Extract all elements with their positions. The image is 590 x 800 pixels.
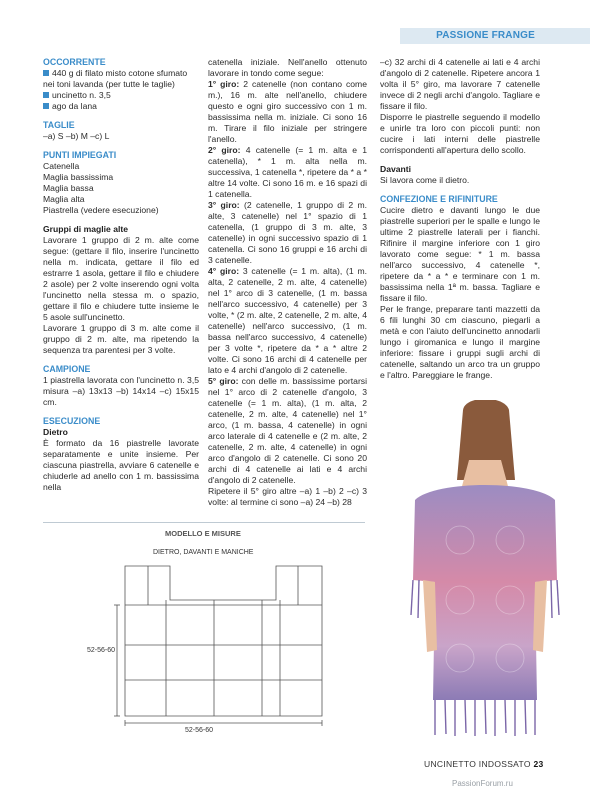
gruppi-paragraph: Lavorare 1 gruppo di 2 m. alte come segue: (gettare il filo, inserire l'uncinetto nella m. indicata, gettare il filo ed estrarre 1 asola, gettare il filo e chiudere 2 asole) per 2 volte inserendo ogni volta l'uncinetto nella stessa m. o spazio, gettare il filo e chiudere tutte insieme le 5 asole sull'uncinetto. xyxy=(43,235,199,322)
page-number: 23 xyxy=(533,759,544,769)
taglie-heading: TAGLIE xyxy=(43,120,75,130)
bottom-measure-label: 52-56-60 xyxy=(185,727,214,734)
continuation-text: –c) 32 archi di 4 catenelle ai lati e 4 archi d'angolo di 2 catenelle. Ripetere ancora 1 volta il 5° giro, ma lavorare 7 catenelle invece di 2 negli archi d'angolo. Tagliare e fissare il filo. xyxy=(380,57,540,111)
watermark: PassionForum.ru xyxy=(452,779,513,788)
outro-text: Ripetere il 5° giro altre –a) 1 –b) 2 –c) 3 volte: al termine ci sono –a) 24 –b) 28 xyxy=(208,486,367,507)
giro-paragraph: 1° giro: 2 catenelle (non contano come m.), 16 m. alte nell'anello, chiudere questo e ogni giro successivo con 1 m. bassissima nella m. iniziale. Ci sono 16 m. Tirare il filo iniziale per stringere l'anello. xyxy=(208,79,367,144)
punti-item: Maglia alta xyxy=(43,194,85,204)
skin xyxy=(533,580,547,652)
punti-item: Piastrella (vedere esecuzione) xyxy=(43,205,159,215)
giro-paragraph: 5° giro: con delle m. bassissime portarsi nel 1° arco di 2 catenelle d'angolo, 3 catenelle (= 1 m. alta), (1 m. alta, 2 catenelle, 2 m. alte, 4 catenelle) nel 1° arco, (1 m. bassa, 4 catenelle) in ogni arco laterale di 4 catenelle e (2 m. alte, 2 catenelle, 2 m. alte, 4 catenelle) in ogni arco d'angolo di 2 catenelle. Ci sono 20 archi di 4 catenelle ai lati e 4 archi d'angolo di 2 catenelle. xyxy=(208,376,368,485)
campione-text: 1 piastrella lavorata con l'uncinetto n. 3,5 misura –a) 13x13 –b) 14x14 –c) 15x15 cm. xyxy=(43,375,199,407)
giro-paragraph: 2° giro: 4 catenelle (= 1 m. alta e 1 catenella), * 1 m. alta nella m. successiva, 1 catenella *, ripetere da * a * altre 14 volte. Ci sono 16 m. e 16 spazi di 1 catenella. xyxy=(208,145,368,199)
dietro-text: È formato da 16 piastrelle lavorate separatamente e unite insieme. Per ciascuna piastrella, avviare 6 catenelle e chiuderle ad anello con 1 m. bassissima nella xyxy=(43,438,199,492)
gruppi-heading: Gruppi di maglie alte xyxy=(43,224,128,234)
davanti-text: Si lavora come il dietro. xyxy=(380,175,470,185)
skin xyxy=(423,580,437,652)
punti-item: Maglia bassissima xyxy=(43,172,114,182)
magazine-name: UNCINETTO INDOSSATO xyxy=(424,759,531,769)
punti-heading: PUNTI IMPIEGATI xyxy=(43,150,117,160)
intro-text: catenella iniziale. Nell'anello ottenuto lavorare in tondo come segue: xyxy=(208,57,367,78)
punti-item: Maglia bassa xyxy=(43,183,94,193)
gruppi-paragraph: Lavorare 1 gruppo di 3 m. alte come il gruppo di 2 m. alte, ma ripetendo la sequenza tra parentesi per 3 volte. xyxy=(43,323,199,355)
esecuzione-heading: ESECUZIONE xyxy=(43,416,101,426)
model-photo xyxy=(405,400,565,740)
assembly-text: Disporre le piastrelle seguendo il modello e unirle tra loro con piccoli punti: non cucire i lati interni delle piastrelle corrispondenti all'apertura dello scollo. xyxy=(380,112,540,155)
occorrente-item: uncinetto n. 3,5 xyxy=(43,90,199,101)
section-title: PASSIONE FRANGE xyxy=(436,30,535,41)
punti-item: Catenella xyxy=(43,161,80,171)
confezione-heading: CONFEZIONE E RIFINITURE xyxy=(380,194,498,204)
occorrente-item: ago da lana xyxy=(43,101,199,112)
side-measure-label: 52-56-60 xyxy=(87,647,116,654)
occorrente-item: 440 g di filato misto cotone sfumato nei toni lavanda (per tutte le taglie) xyxy=(43,68,188,89)
diagram-title: MODELLO E MISURE xyxy=(165,529,241,538)
giro-paragraph: 4° giro: 3 catenelle (= 1 m. alta), (1 m. alta, 2 catenelle, 2 m. alte, 4 catenelle) nel 1° arco di 3 catenelle, (1 m. bassa nell'arco successivo, 4 catenelle) per 3 volte, * (2 m. alte, 2 catenelle, 2 m. alte, 4 catenelle) nell'arco successivo, (1 m. bassa nell'arco successivo, 4 catenelle) per 3 volte *, ripetere da * a * altre 2 volte. Ci sono 16 archi di 4 catenelle per lato e 4 archi d'angolo di 2 catenelle. xyxy=(208,266,367,375)
davanti-heading: Davanti xyxy=(380,164,412,174)
taglie-text: –a) S –b) M –c) L xyxy=(43,131,110,141)
dietro-heading: Dietro xyxy=(43,427,68,437)
garment-outline xyxy=(125,566,322,716)
diagram-subtitle: DIETRO, DAVANTI E MANICHE xyxy=(153,549,254,556)
giro-paragraph: 3° giro: (2 catenelle, 1 gruppo di 2 m. alte, 3 catenelle) nel 1° spazio di 1 catenella, (1 gruppo di 3 m. alte, 3 catenelle) in ogni successivo spazio di 1 catenella. Ci sono 16 gruppi e 16 archi di 3 catenelle. xyxy=(208,200,367,265)
page-footer xyxy=(424,759,544,769)
confezione-paragraph: Per le frange, preparare tanti mazzetti da 6 fili lunghi 30 cm ciascuno, piegarli a metà e con l'aiuto dell'uncinetto annodarli lungo i giromanica e lungo il margine inferiore: fissare i gruppi sugli archi di catenelle, saltando un arco tra un gruppo e l'altro. Pareggiare le frange. xyxy=(380,304,540,380)
confezione-paragraph: Cucire dietro e davanti lungo le due piastrelle superiori per le spalle e lungo le ultime 2 piastrelle laterali per i fianchi. Rifinire il margine inferiore con 1 giro lavorato come segue: * 1 m. bassa nell'arco successivo, 4 catenelle *, ripetere da * a * e terminare con 1 m. bassissima nella 1ª m. bassa. Tagliare e fissare il filo. xyxy=(380,205,540,303)
occorrente-heading: OCCORRENTE xyxy=(43,57,106,67)
campione-heading: CAMPIONE xyxy=(43,364,91,374)
